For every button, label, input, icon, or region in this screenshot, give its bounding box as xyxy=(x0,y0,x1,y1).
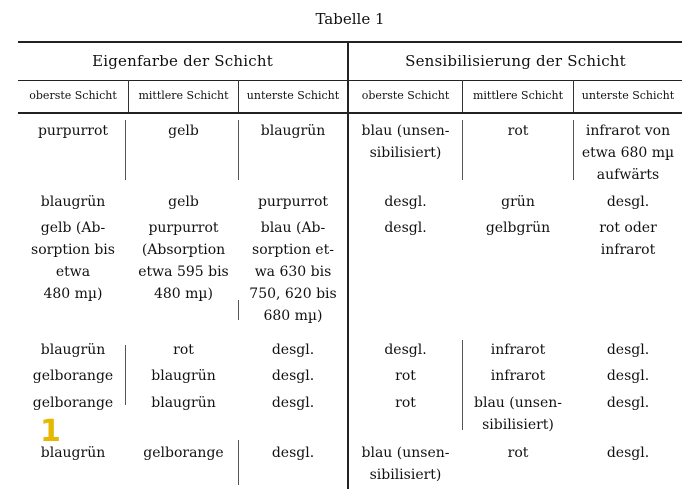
group-header-eigenfarbe: Eigenfarbe der Schicht xyxy=(92,52,273,70)
table-cell-unterste: desgl. xyxy=(271,395,315,411)
table-cell-unterste-sens: desgl. xyxy=(606,368,650,384)
table-cell-mittlere: gelb xyxy=(168,194,199,210)
table-cell-oberste-sens: desgl. xyxy=(384,194,427,210)
header-bottom-rule xyxy=(18,112,682,114)
subheader-unterste-left: unterste Schicht xyxy=(246,89,340,102)
group-header-sensibilisierung: Sensibilisierung der Schicht xyxy=(405,52,626,70)
table-cell-unterste-sens: desgl. xyxy=(606,445,650,461)
table-cell-unterste-sens: desgl. xyxy=(606,194,650,210)
subheader-oberste-left: oberste Schicht xyxy=(29,89,117,102)
subheader-oberste-right: oberste Schicht xyxy=(361,89,450,102)
table-cell-mittlere: blaugrün xyxy=(151,395,216,411)
table-cell-mittlere: gelb xyxy=(168,123,199,139)
table-cell-oberste: blaugrün xyxy=(40,194,106,210)
group-divider xyxy=(347,43,349,489)
table-cell-mittlere-sens: gelbgrün xyxy=(485,220,551,236)
subheader-mittlere-left: mittlere Schicht xyxy=(138,89,229,102)
column-tick xyxy=(125,120,126,180)
column-tick xyxy=(462,120,463,180)
column-tick xyxy=(462,340,463,430)
table-cell-oberste-sens: desgl. xyxy=(384,342,427,358)
table-cell-mittlere-sens: rot xyxy=(507,123,529,139)
table-cell-unterste: desgl. xyxy=(271,445,315,461)
table-cell-unterste: blaugrün xyxy=(260,123,326,139)
top-rule xyxy=(18,41,682,43)
table-cell-unterste: blau (Ab- sorption et- wa 630 bis 750, 620 bis 680 mµ) xyxy=(249,220,337,324)
table-cell-oberste-sens: rot xyxy=(395,368,416,384)
table-cell-unterste: desgl. xyxy=(271,368,315,384)
table-cell-unterste: desgl. xyxy=(271,342,315,358)
table-cell-unterste-sens: desgl. xyxy=(606,395,650,411)
table-cell-mittlere: gelborange xyxy=(143,445,224,461)
table-cell-mittlere: purpurrot (Absorption etwa 595 bis 480 mµ) xyxy=(138,220,229,302)
table-cell-unterste-sens: rot oder infrarot xyxy=(599,220,657,258)
table-cell-oberste: blaugrün xyxy=(40,342,106,358)
table-cell-unterste-sens: infrarot von etwa 680 mµ aufwärts xyxy=(581,123,675,183)
table-cell-oberste: gelb (Ab- sorption bis etwa 480 mµ) xyxy=(31,220,115,302)
subheader-mittlere-right: mittlere Schicht xyxy=(472,89,564,102)
table-cell-oberste: purpurrot xyxy=(37,123,109,139)
table-cell-oberste-sens: blau (unsen- sibilisiert) xyxy=(361,123,450,161)
badge-number: 1 xyxy=(40,414,61,449)
table-cell-oberste: gelborange xyxy=(32,368,114,384)
table-cell-oberste-sens: rot xyxy=(395,395,416,411)
table-caption: Tabelle 1 xyxy=(315,10,385,28)
table-cell-oberste-sens: blau (unsen- sibilisiert) xyxy=(361,445,450,483)
column-tick xyxy=(238,300,239,320)
table-cell-oberste-sens: desgl. xyxy=(384,220,427,236)
table-cell-mittlere-sens: grün xyxy=(501,194,535,210)
column-tick xyxy=(238,120,239,180)
table-cell-unterste: purpurrot xyxy=(257,194,329,210)
column-tick xyxy=(125,345,126,405)
table-cell-mittlere-sens: infrarot xyxy=(490,342,546,358)
table-cell-mittlere-sens: rot xyxy=(507,445,529,461)
table-cell-mittlere-sens: blau (unsen- sibilisiert) xyxy=(474,395,562,433)
table-cell-oberste: gelborange xyxy=(32,395,114,411)
table-cell-mittlere-sens: infrarot xyxy=(490,368,546,384)
column-tick xyxy=(238,440,239,485)
table-cell-unterste-sens: desgl. xyxy=(606,342,650,358)
table-cell-mittlere: rot xyxy=(173,342,194,358)
table-cell-mittlere: blaugrün xyxy=(151,368,216,384)
column-tick xyxy=(573,120,574,180)
table-cell-oberste: blaugrün xyxy=(40,445,106,461)
subheader-unterste-right: unterste Schicht xyxy=(581,89,675,102)
subheader-rule xyxy=(18,80,682,81)
